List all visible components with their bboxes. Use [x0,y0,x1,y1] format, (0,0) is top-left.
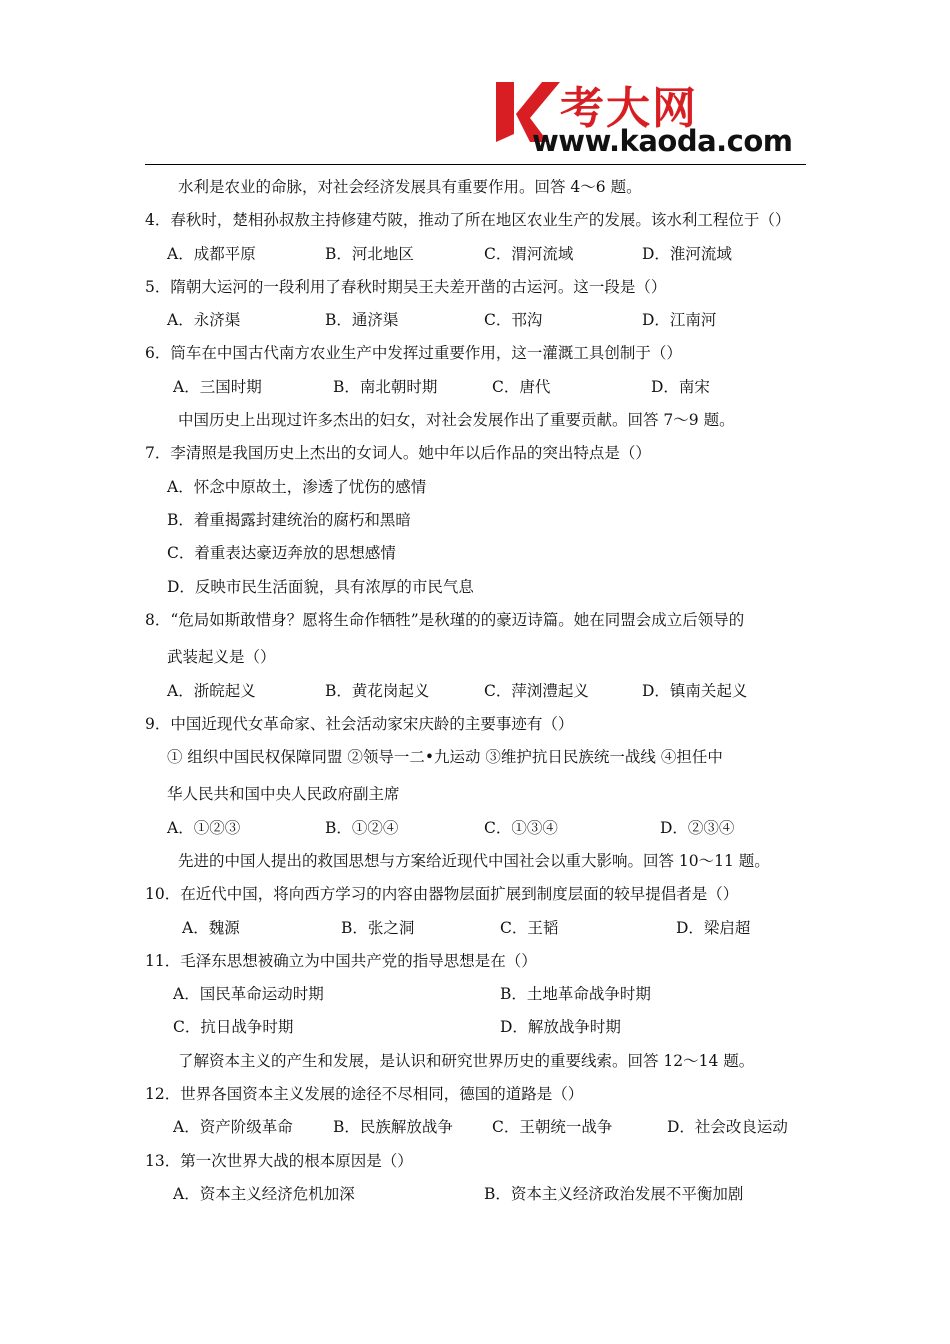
q6-stem: 6．筒车在中国古代南方农业生产中发挥过重要作用，这一灌溉工具创制于（） [145,344,682,362]
q4-stem: 4．春秋时，楚相孙叔敖主持修建芍陂，推动了所在地区农业生产的发展。该水利工程位于（） [145,211,791,229]
q9-option-b: B．①②④ [325,819,399,837]
kaoda-logo [490,78,810,162]
q13-stem: 13．第一次世界大战的根本原因是（） [145,1152,413,1170]
q10-option-a: A．魏源 [182,919,240,937]
q4-option-b: B．河北地区 [325,245,414,263]
q12-option-d: D．社会改良运动 [667,1118,788,1136]
q4-option-c: C．渭河流域 [484,245,574,263]
q5-stem: 5．隋朝大运河的一段利用了春秋时期吴王夫差开凿的古运河。这一段是（） [145,278,667,296]
q13-option-b: B．资本主义经济政治发展不平衡加剧 [484,1185,744,1203]
q9-option-d: D．②③④ [660,819,735,837]
q6-option-b: B．南北朝时期 [333,378,438,396]
q6-option-a: A．三国时期 [173,378,262,396]
q9-stem: 9．中国近现代女革命家、社会活动家宋庆龄的主要事迹有（） [145,715,574,733]
q12-option-c: C．王朝统一战争 [492,1118,613,1136]
intro-capital: 了解资本主义的产生和发展，是认识和研究世界历史的重要线索。回答 12～14 题。 [178,1052,755,1070]
q7-option-c: C．着重表达豪迈奔放的思想感情 [167,544,396,562]
q11-stem: 11．毛泽东思想被确立为中国共产党的指导思想是在（） [145,952,537,970]
q8-option-d: D．镇南关起义 [642,682,748,700]
q8-stem-line1: 8．“危局如斯敢惜身？愿将生命作牺牲”是秋瑾的的豪迈诗篇。她在同盟会成立后领导的 [145,611,745,629]
q7-option-d: D．反映市民生活面貌，具有浓厚的市民气息 [167,578,474,596]
q4-option-d: D．淮河流域 [642,245,732,263]
q9-option-c: C．①③④ [484,819,558,837]
intro-women: 中国历史上出现过许多杰出的妇女，对社会发展作出了重要贡献。回答 7～9 题。 [178,411,735,429]
q7-option-a: A．怀念中原故土，渗透了忧伤的感情 [167,478,427,496]
q4-option-a: A．成都平原 [167,245,256,263]
q5-option-a: A．永济渠 [167,311,241,329]
q6-option-d: D．南宋 [651,378,710,396]
q10-stem: 10．在近代中国，将向西方学习的内容由器物层面扩展到制度层面的较早提倡者是（） [145,885,739,903]
q12-option-b: B．民族解放战争 [333,1118,453,1136]
q12-stem: 12．世界各国资本主义发展的途径不尽相同，德国的道路是（） [145,1085,584,1103]
q11-option-a: A．国民革命运动时期 [173,985,324,1003]
q13-option-a: A．资本主义经济危机加深 [173,1185,355,1203]
q8-stem-line2: 武装起义是（） [167,648,276,666]
q8-option-c: C．萍浏澧起义 [484,682,589,700]
logo-url-text: www.kaoda.com [532,124,793,158]
q10-option-c: C．王韬 [500,919,559,937]
q9-items-line1: ① 组织中国民权保障同盟 ②领导一二•九运动 ③维护抗日民族统一战线 ④担任中 [167,748,723,766]
q8-option-a: A．浙皖起义 [167,682,256,700]
q7-option-b: B．着重揭露封建统治的腐朽和黑暗 [167,511,411,529]
q9-option-a: A．①②③ [167,819,241,837]
intro-thought: 先进的中国人提出的救国思想与方案给近现代中国社会以重大影响。回答 10～11 题。 [178,852,770,870]
q5-option-d: D．江南河 [642,311,717,329]
intro-water: 水利是农业的命脉，对社会经济发展具有重要作用。回答 4～6 题。 [178,178,642,196]
q8-option-b: B．黄花岗起义 [325,682,430,700]
q11-option-d: D．解放战争时期 [500,1018,621,1036]
logo-chinese-text: 考大网 [560,83,698,134]
q7-stem: 7．李清照是我国历史上杰出的女词人。她中年以后作品的突出特点是（） [145,444,651,462]
q5-option-c: C．邗沟 [484,311,543,329]
q9-items-line2: 华人民共和国中央人民政府副主席 [167,785,400,803]
q11-option-c: C．抗日战争时期 [173,1018,294,1036]
q10-option-b: B．张之洞 [341,919,415,937]
q12-option-a: A．资产阶级革命 [173,1118,293,1136]
q5-option-b: B．通济渠 [325,311,399,329]
q6-option-c: C．唐代 [492,378,551,396]
q11-option-b: B．土地革命战争时期 [500,985,651,1003]
header-divider [145,164,806,165]
q10-option-d: D．梁启超 [676,919,751,937]
